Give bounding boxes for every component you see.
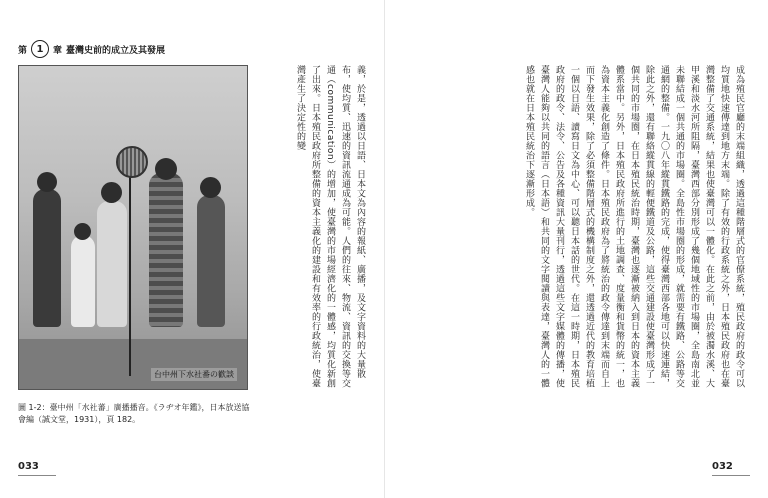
figure-caption: 圖 1-2：臺中州「水社蕃」廣播播音。《ラヂオ年鑑》，日本放送協會編（誠文堂，1931），頁 182。 — [18, 403, 250, 424]
photo-inset-caption: 台中州下水社番の歡談 — [151, 368, 237, 381]
chapter-suffix: 章 — [53, 45, 63, 56]
chapter-title: 臺灣史前的成立及其發展 — [66, 45, 166, 56]
microphone-stand — [129, 171, 131, 376]
person-1-head — [37, 172, 57, 192]
person-2-head — [101, 182, 122, 203]
person-3-head — [155, 158, 177, 180]
child-1 — [71, 235, 95, 327]
child-1-head — [74, 223, 91, 240]
chapter-number: 1 — [36, 43, 44, 55]
person-3 — [149, 173, 183, 327]
microphone — [116, 146, 148, 178]
chapter-label: 第 — [18, 45, 28, 56]
chapter-header — [18, 40, 165, 58]
body-text-right: 成為殖民官廳的末端組織，透過這種階層式的官僚系統，殖民政府的政令可以均質地快速傳達到地方末端。除了有效的行政系統之外，日本殖民政府也在臺灣整備了交通系統，結果也使臺灣可以一體化。在此之前，由於被濁水溪、大甲溪和淡水河所阻隔，臺灣西部分別形成了幾個地域性的市場圈，全島南北並未聯結成一個共通的市場圈。全島性市場圈的形成，就需要有鐵路、公路等交通網的整備。一九〇八年縱貫鐵路的完成，使得臺灣西部各地可以快速連結，除此之外，還有聯絡縱貫線的輕便鐵道及公路，這些交通建設使臺灣形成了一個共同的市場圈，在日本殖民統治時期，臺灣也逐漸被納入到日本的資本主義體系當中。另外，日本殖民政府所進行的土地調查、度量衡和貨幣的統一，也為資本主義化創造了條件。日本殖民政府為了將統治的政令傳達到末端而自上而下發生效果，除了必須整備階層式的機構制度之外，還透過近代的教育培植一個以日語、讀寫日文為中心、可以聽日本話的世代。在這一時期，日本殖民政府的政令、法令、公告及各種資訊大量刊行，透過這些文字媒體的傳播，使臺灣人能夠以共同的語言（日本語）和共同的文字閱讀與表達，臺灣人的一體感也就在日本殖民統治下逐漸形成。 — [524, 65, 744, 388]
person-4 — [197, 195, 225, 327]
body-text-left: 義，於是，透過以日語、日本文為內容的報紙、廣播，及文字資料的大量散布，使均質、迅速的資訊流通成為可能。人們的往來、物流、資訊的交換等交通（communication）的增加，使臺灣的市場經濟化的一體感，均質化新創了出來。日本殖民政府所整備的資本主義化的建設和有效率的行政統治，使臺灣產生了決定性的變 — [295, 65, 365, 389]
page-number-left: 033 — [18, 461, 56, 476]
page-number-right: 032 — [712, 461, 750, 476]
historic-photo — [18, 65, 248, 390]
person-1 — [33, 189, 61, 327]
person-4-head — [200, 177, 221, 198]
right-page — [385, 0, 768, 498]
photo-floor — [19, 339, 247, 389]
person-2 — [97, 201, 127, 327]
chapter-number-badge — [31, 40, 49, 58]
